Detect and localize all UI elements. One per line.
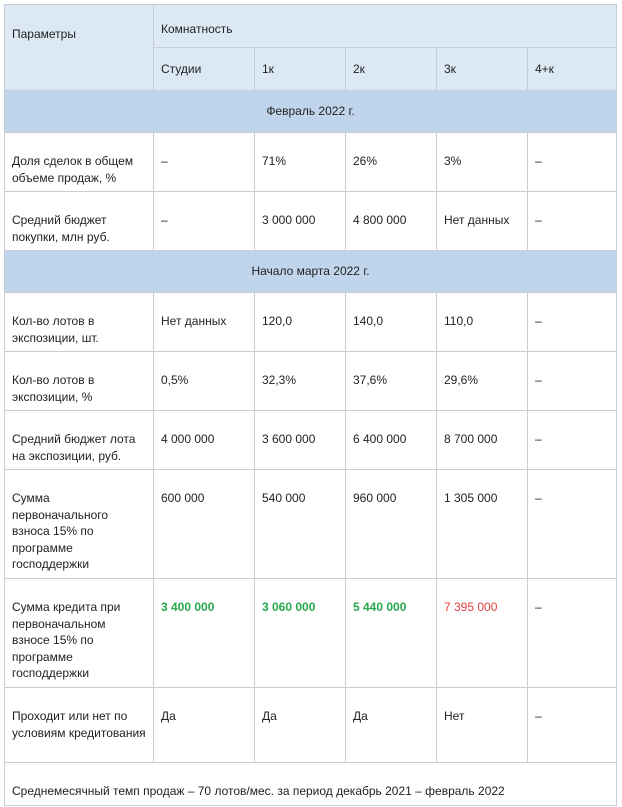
cell-value: Нет данных — [154, 293, 255, 352]
row-label: Средний бюджет лота на экспозиции, руб. — [5, 411, 154, 470]
cell-value: – — [528, 352, 617, 411]
row-label: Средний бюджет покупки, млн руб. — [5, 192, 154, 251]
cell-value: – — [528, 688, 617, 763]
cell-value: 140,0 — [346, 293, 437, 352]
cell-value: Нет данных — [437, 192, 528, 251]
cell-value: 37,6% — [346, 352, 437, 411]
cell-value: 29,6% — [437, 352, 528, 411]
table-row — [5, 133, 617, 192]
cell-value: – — [528, 192, 617, 251]
cell-value: 960 000 — [346, 470, 437, 579]
cell-value: – — [528, 411, 617, 470]
table-row — [5, 352, 617, 411]
cell-value: 540 000 — [255, 470, 346, 579]
cell-value: – — [528, 133, 617, 192]
cell-value-positive: 3 060 000 — [255, 579, 346, 688]
cell-value: 0,5% — [154, 352, 255, 411]
cell-value: 3% — [437, 133, 528, 192]
cell-value: – — [528, 579, 617, 688]
col-header-4k: 4+к — [528, 48, 617, 91]
cell-value: 4 800 000 — [346, 192, 437, 251]
footer-row — [5, 763, 617, 806]
cell-value: Да — [255, 688, 346, 763]
row-label: Сумма первоначального взноса 15% по программе господдержки — [5, 470, 154, 579]
row-label: Кол-во лотов в экспозиции, % — [5, 352, 154, 411]
col-header-2k: 2к — [346, 48, 437, 91]
cell-value: Нет — [437, 688, 528, 763]
cell-value-negative: 7 395 000 — [437, 579, 528, 688]
row-label: Доля сделок в общем объеме продаж, % — [5, 133, 154, 192]
section-title-march: Начало марта 2022 г. — [5, 251, 617, 293]
rooms-header: Комнатность — [154, 5, 617, 48]
table-row — [5, 293, 617, 352]
cell-value: 3 000 000 — [255, 192, 346, 251]
table-row — [5, 688, 617, 763]
cell-value-positive: 3 400 000 — [154, 579, 255, 688]
cell-value: Да — [154, 688, 255, 763]
cell-value: – — [154, 133, 255, 192]
cell-value: 1 305 000 — [437, 470, 528, 579]
header-row — [5, 5, 617, 48]
params-header: Параметры — [5, 5, 154, 91]
section-row — [5, 91, 617, 133]
col-header-studio: Студии — [154, 48, 255, 91]
table-row — [5, 579, 617, 688]
col-header-3k: 3к — [437, 48, 528, 91]
cell-value: 26% — [346, 133, 437, 192]
cell-value: 8 700 000 — [437, 411, 528, 470]
cell-value: 3 600 000 — [255, 411, 346, 470]
row-label: Проходит или нет по условиям кредитования — [5, 688, 154, 763]
row-label: Кол-во лотов в экспозиции, шт. — [5, 293, 154, 352]
table-row — [5, 192, 617, 251]
cell-value: 32,3% — [255, 352, 346, 411]
cell-value: – — [154, 192, 255, 251]
table-row — [5, 470, 617, 579]
cell-value: 600 000 — [154, 470, 255, 579]
cell-value: 71% — [255, 133, 346, 192]
cell-value: – — [528, 293, 617, 352]
cell-value-positive: 5 440 000 — [346, 579, 437, 688]
row-label: Сумма кредита при первоначальном взносе 15% по программе господдержки — [5, 579, 154, 688]
section-row — [5, 251, 617, 293]
footer-note: Среднемесячный темп продаж – 70 лотов/мес. за период декабрь 2021 – февраль 2022 — [5, 763, 617, 806]
cell-value: Да — [346, 688, 437, 763]
section-title-february: Февраль 2022 г. — [5, 91, 617, 133]
table-row — [5, 411, 617, 470]
cell-value: 6 400 000 — [346, 411, 437, 470]
cell-value: – — [528, 470, 617, 579]
cell-value: 120,0 — [255, 293, 346, 352]
cell-value: 4 000 000 — [154, 411, 255, 470]
cell-value: 110,0 — [437, 293, 528, 352]
col-header-1k: 1к — [255, 48, 346, 91]
sales-table — [4, 4, 617, 806]
